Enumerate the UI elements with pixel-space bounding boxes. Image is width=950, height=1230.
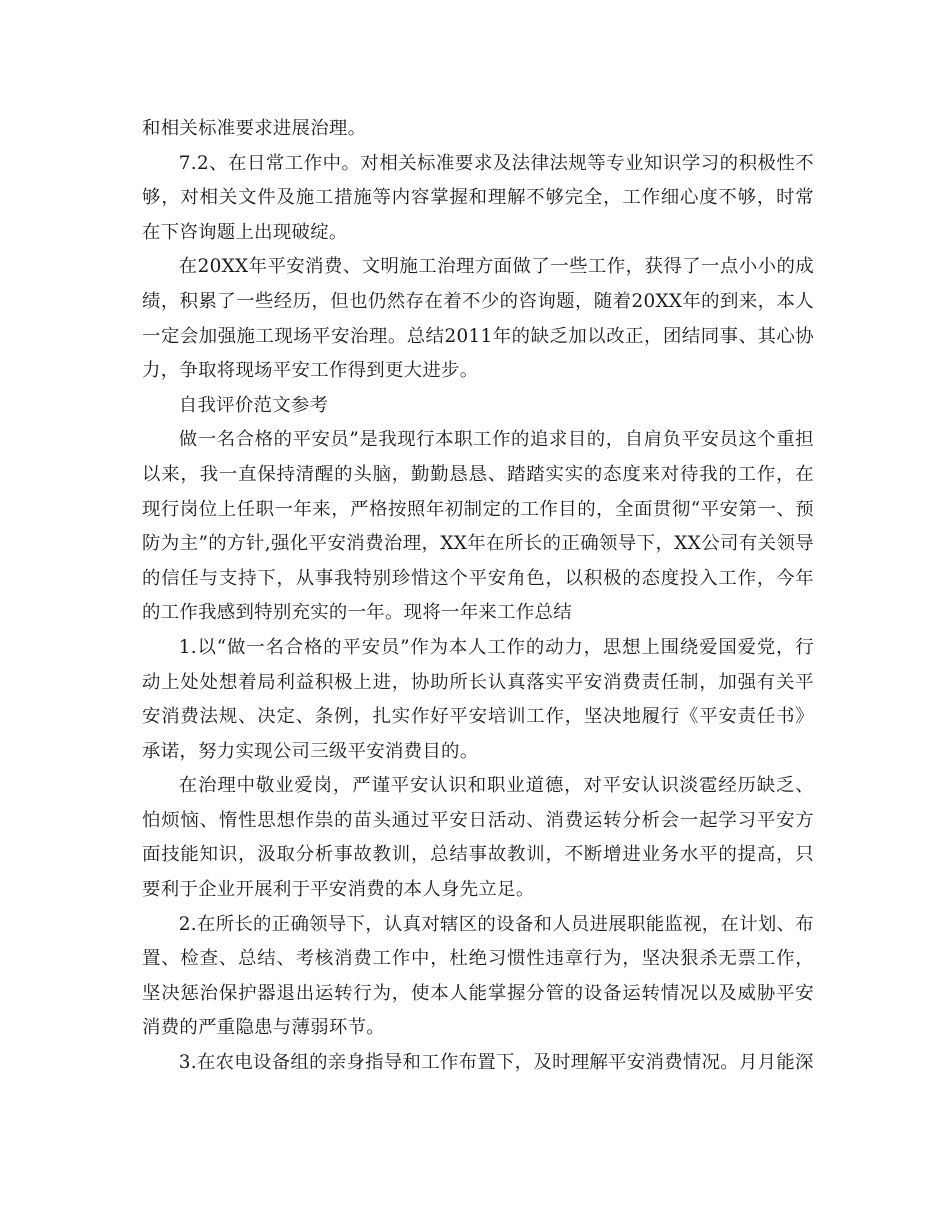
document-body — [142, 112, 814, 1081]
paragraph: 7.2、在日常工作中。对相关标准要求及法律法规等专业知识学习的积极性不够，对相关文件及施工措施等内容掌握和理解不够完全，工作细心度不够，时常在下咨询题上出现破绽。 — [142, 152, 814, 243]
paragraph: 在治理中敬业爱岗，严谨平安认识和职业道德，对平安认识淡雹经历缺乏、怕烦恼、惰性思想作祟的苗头通过平安日活动、消费运转分析会一起学习平安方面技能知识，汲取分析事故教训，总结事故教训，不断增进业务水平的提高，只要利于企业开展利于平安消费的本人身先立足。 — [142, 775, 814, 901]
paragraph: 3.在农电设备组的亲身指导和工作布置下，及时理解平安消费情况。月月能深 — [178, 1052, 814, 1074]
paragraph: 1.以“做一名合格的平安员”作为本人工作的动力，思想上围绕爱国爱党，行动上处处想着局利益积极上进，协助所长认真落实平安消费责任制，加强有关平安消费法规、决定、条例，扎实作好平安培训工作，坚决地履行《平安责任书》承诺，努力实现公司三级平安消费目的。 — [142, 636, 814, 762]
paragraph: 做一名合格的平安员”是我现行本职工作的追求目的，自肩负平安员这个重担以来，我一直保持清醒的头脑，勤勤恳恳、踏踏实实的态度来对待我的工作，在现行岗位上任职一年来，严格按照年初制定的工作目的，全面贯彻“平安第一、预防为主”的方针,强化平安消费治理，XX年在所长的正确领导下，XX公司有关领导的信任与支持下，从事我特别珍惜这个平安角色，以积极的态度投入工作，今年的工作我感到特别充实的一年。现将一年来工作总结 — [142, 429, 814, 624]
paragraph: 和相关标准要求进展治理。 — [142, 118, 367, 139]
paragraph: 2.在所长的正确领导下，认真对辖区的设备和人员进展职能监视，在计划、布置、检查、总结、考核消费工作中，杜绝习惯性违章行为，坚决狠杀无票工作，坚决惩治保护器退出运转行为，使本人能掌握分管的设备运转情况以及威胁平安消费的严重隐患与薄弱环节。 — [142, 913, 814, 1039]
paragraph: 在20XX年平安消费、文明施工治理方面做了一些工作，获得了一点小小的成绩，积累了一些经历，但也仍然存在着不少的咨询题，随着20XX年的到来，本人一定会加强施工现场平安治理。总结2011年的缺乏加以改正，团结同事、其心协力，争取将现场平安工作得到更大进步。 — [142, 256, 814, 382]
section-heading: 自我评价范文参考 — [178, 394, 329, 416]
